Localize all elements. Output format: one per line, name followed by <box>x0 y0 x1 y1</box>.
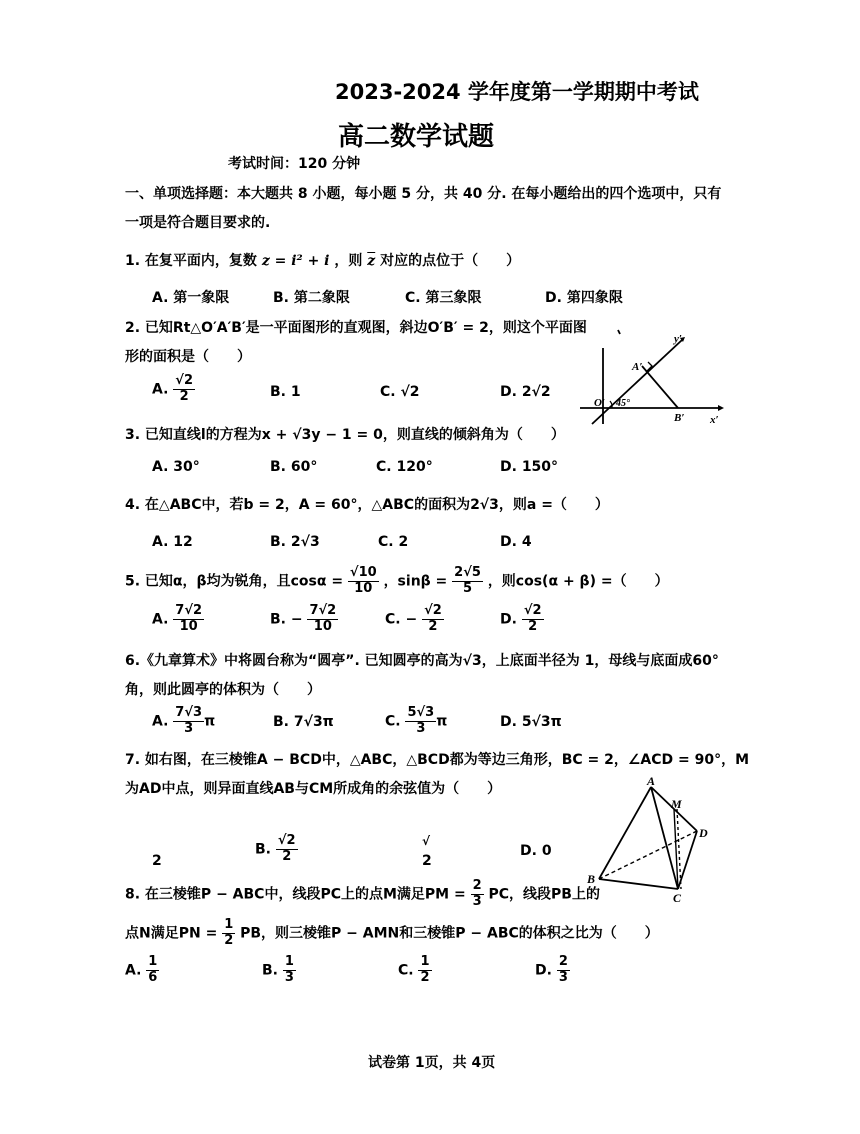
q8-a-numerator: 1 <box>148 954 158 969</box>
q8-d-numerator: 2 <box>558 954 568 969</box>
question-8-line2 <box>125 918 659 949</box>
q1-prefix: 1. 在复平面内，复数 <box>125 253 257 269</box>
q2-label-o: O′ <box>594 397 606 409</box>
q5-b-denominator: 10 <box>313 618 332 634</box>
q5-a-denominator: 10 <box>179 618 198 634</box>
q3-option-c: C. 120° <box>376 459 433 475</box>
q5-b-numerator: 7√2 <box>309 603 337 618</box>
q2-label-b: B′ <box>674 412 685 424</box>
q3-option-d: D. 150° <box>500 459 559 475</box>
q7-option-d: D. 0 <box>520 843 552 859</box>
q7-label-b: B <box>587 872 596 886</box>
question-6-line1: 6.《九章算术》中将圆台称为“圆亭”. 已知圆亭的高为√3，上底面半径为 1，母线与底面成60° <box>125 653 719 669</box>
q1-option-a: A. 第一象限 <box>152 290 230 306</box>
q7-b-numerator: √2 <box>277 833 296 848</box>
q5-option-a <box>152 604 204 635</box>
q2-label-angle: 45° <box>616 398 630 409</box>
question-5 <box>125 566 669 597</box>
q8-line2-suffix: PB，则三棱锥P − AMN和三棱锥P − ABC的体积之比为（ ） <box>240 925 659 942</box>
q8-b-label: B. <box>262 962 278 979</box>
question-7-line1: 7. 如右图，在三棱锥A − BCD中，△ABC，△BCD都为等边三角形，BC = 2，∠ACD = 90°，M <box>125 752 750 768</box>
exam-title-line1: 2023-2024 学年度第一学期期中考试 <box>335 80 699 104</box>
q8-b-fraction <box>283 955 296 986</box>
q5-cos-denominator: 10 <box>354 580 373 596</box>
q5-sin-numerator: 2√5 <box>454 565 481 580</box>
q7-option-a-fragment: 2 <box>152 853 162 869</box>
q6-option-a <box>152 706 215 737</box>
q2-option-b: B. 1 <box>270 384 301 400</box>
q2-a-fraction <box>173 374 195 405</box>
q5-option-c <box>385 604 444 635</box>
q8-b-denominator: 3 <box>284 969 294 985</box>
q5-d-numerator: √2 <box>523 603 542 618</box>
q5-a-fraction <box>173 604 204 635</box>
q1-option-c: C. 第三象限 <box>405 290 482 306</box>
q8-d-denominator: 3 <box>558 969 568 985</box>
q2-label-y: y′ <box>674 333 682 345</box>
q5-prefix: 5. 已知α，β均为锐角，且cosα = <box>125 573 344 590</box>
q8-c-numerator: 1 <box>420 954 430 969</box>
q6-option-c <box>385 706 447 737</box>
q8-d-label: D. <box>535 962 552 979</box>
q6-option-b: B. 7√3π <box>273 714 334 730</box>
q6-a-suffix: π <box>204 713 216 730</box>
q7-option-c-fragment-top: √ <box>422 834 431 848</box>
q5-c-denominator: 2 <box>428 618 438 634</box>
q8-a-denominator: 6 <box>148 969 158 985</box>
q3-option-b: B. 60° <box>270 459 318 475</box>
question-8-line1 <box>125 879 600 910</box>
question-2-line1: 2. 已知Rt△O′A′B′是一平面图形的直观图，斜边O′B′ = 2，则这个平面图 <box>125 320 587 336</box>
q7-option-b <box>255 834 298 865</box>
q5-sin-denominator: 5 <box>463 580 473 596</box>
q5-option-b <box>270 604 338 635</box>
q2-a-numerator: √2 <box>175 373 194 388</box>
question-2-line2: 形的面积是（ ） <box>125 349 251 365</box>
q6-option-d: D. 5√3π <box>500 714 562 730</box>
q5-cos-numerator: √10 <box>349 565 377 580</box>
q1-option-b: B. 第二象限 <box>273 290 350 306</box>
section-heading-line1: 一、单项选择题：本大题共 8 小题，每小题 5 分，共 40 分. 在每小题给出的四个选项中，只有 <box>125 186 722 202</box>
q5-mid: ，sinβ = <box>383 573 448 590</box>
exam-title-line2: 高二数学试题 <box>338 122 495 152</box>
q8-option-d <box>535 955 570 986</box>
q8-d-fraction <box>557 955 570 986</box>
q1-expr: z = i² + i <box>261 253 330 269</box>
q2-option-d: D. 2√2 <box>500 384 551 400</box>
q2-a-denominator: 2 <box>179 388 189 404</box>
q7-b-fraction <box>276 834 298 865</box>
q8-option-b <box>262 955 296 986</box>
q8-c-denominator: 2 <box>420 969 430 985</box>
q5-sin-fraction <box>452 566 483 597</box>
question-1 <box>125 250 520 270</box>
q5-d-label: D. <box>500 611 517 628</box>
q7-label-d: D <box>699 826 708 840</box>
q6-a-label: A. <box>152 713 169 730</box>
question-7-line2: 为AD中点，则异面直线AB与CM所成角的余弦值为（ ） <box>125 781 502 797</box>
q8-pm-numerator: 2 <box>472 878 482 893</box>
q8-line1-prefix: 8. 在三棱锥P − ABC中，线段PC上的点M满足PM = <box>125 886 466 903</box>
q7-label-m: M <box>671 797 682 811</box>
q8-pm-fraction <box>471 879 484 910</box>
q1-suffix: 对应的点位于（ ） <box>380 253 521 269</box>
q8-pn-fraction <box>222 918 235 949</box>
q5-a-numerator: 7√2 <box>175 603 203 618</box>
q5-b-fraction <box>307 604 338 635</box>
q8-pm-denominator: 3 <box>472 893 482 909</box>
q5-c-numerator: √2 <box>424 603 442 618</box>
q5-suffix: ，则cos(α + β) =（ ） <box>487 573 669 590</box>
q6-a-fraction <box>173 706 204 737</box>
q4-option-b: B. 2√3 <box>270 534 320 550</box>
page-footer: 试卷第 1页，共 4页 <box>368 1055 496 1071</box>
q3-option-a: A. 30° <box>152 459 200 475</box>
q5-c-fraction <box>422 604 444 635</box>
q2-label-x: x′ <box>710 414 719 426</box>
q7-label-c: C <box>673 891 682 905</box>
section-heading-line2: 一项是符合题目要求的. <box>125 215 271 231</box>
q8-line2-prefix: 点N满足PN = <box>125 925 218 942</box>
question-6-line2: 角，则此圆亭的体积为（ ） <box>125 682 321 698</box>
q8-c-fraction <box>418 955 431 986</box>
q6-a-denominator: 3 <box>184 720 194 736</box>
q8-line1-suffix: PC，线段PB上的 <box>488 886 600 903</box>
q1-zbar: $\overline{z}$ <box>367 253 376 269</box>
q4-option-d: D. 4 <box>500 534 532 550</box>
q6-c-label: C. <box>385 713 401 730</box>
q2-a-label: A. <box>152 381 169 398</box>
q5-cos-fraction <box>348 566 379 597</box>
q7-b-label: B. <box>255 841 271 858</box>
q8-a-label: A. <box>125 962 142 979</box>
q5-c-label: C. − <box>385 611 418 628</box>
q8-c-label: C. <box>398 962 414 979</box>
q1-option-d: D. 第四象限 <box>545 290 623 306</box>
q2-label-a: A′ <box>632 361 643 373</box>
q1-mid: ，则 <box>334 253 363 269</box>
q6-c-suffix: π <box>436 713 448 730</box>
q6-c-fraction <box>405 706 436 737</box>
q8-b-numerator: 1 <box>284 954 294 969</box>
q7-b-denominator: 2 <box>282 848 292 864</box>
question-3: 3. 已知直线l的方程为x + √3y − 1 = 0，则直线的倾斜角为（ ） <box>125 427 565 443</box>
q8-option-a <box>125 955 159 986</box>
q4-option-a: A. 12 <box>152 534 193 550</box>
q7-figure-tetrahedron <box>585 775 720 905</box>
q5-d-fraction <box>522 604 544 635</box>
q2-option-c: C. √2 <box>380 384 420 400</box>
q8-pn-numerator: 1 <box>224 917 234 932</box>
q7-label-a: A <box>647 775 656 788</box>
q2-figure-diagram <box>570 322 730 430</box>
q5-a-label: A. <box>152 611 169 628</box>
q5-d-denominator: 2 <box>528 618 538 634</box>
q2-option-a <box>152 374 195 405</box>
question-4: 4. 在△ABC中，若b = 2，A = 60°，△ABC的面积为2√3，则a =（ ） <box>125 497 609 513</box>
q6-c-numerator: 5√3 <box>407 705 435 720</box>
q6-c-denominator: 3 <box>416 720 426 736</box>
q4-option-c: C. 2 <box>378 534 409 550</box>
q8-option-c <box>398 955 432 986</box>
q8-pn-denominator: 2 <box>224 932 234 948</box>
q5-option-d <box>500 604 544 635</box>
q8-a-fraction <box>146 955 159 986</box>
q7-option-c-fragment-bottom: 2 <box>422 853 432 869</box>
exam-time: 考试时间：120 分钟 <box>228 156 361 172</box>
q5-b-label: B. − <box>270 611 303 628</box>
q6-a-numerator: 7√3 <box>175 705 203 720</box>
